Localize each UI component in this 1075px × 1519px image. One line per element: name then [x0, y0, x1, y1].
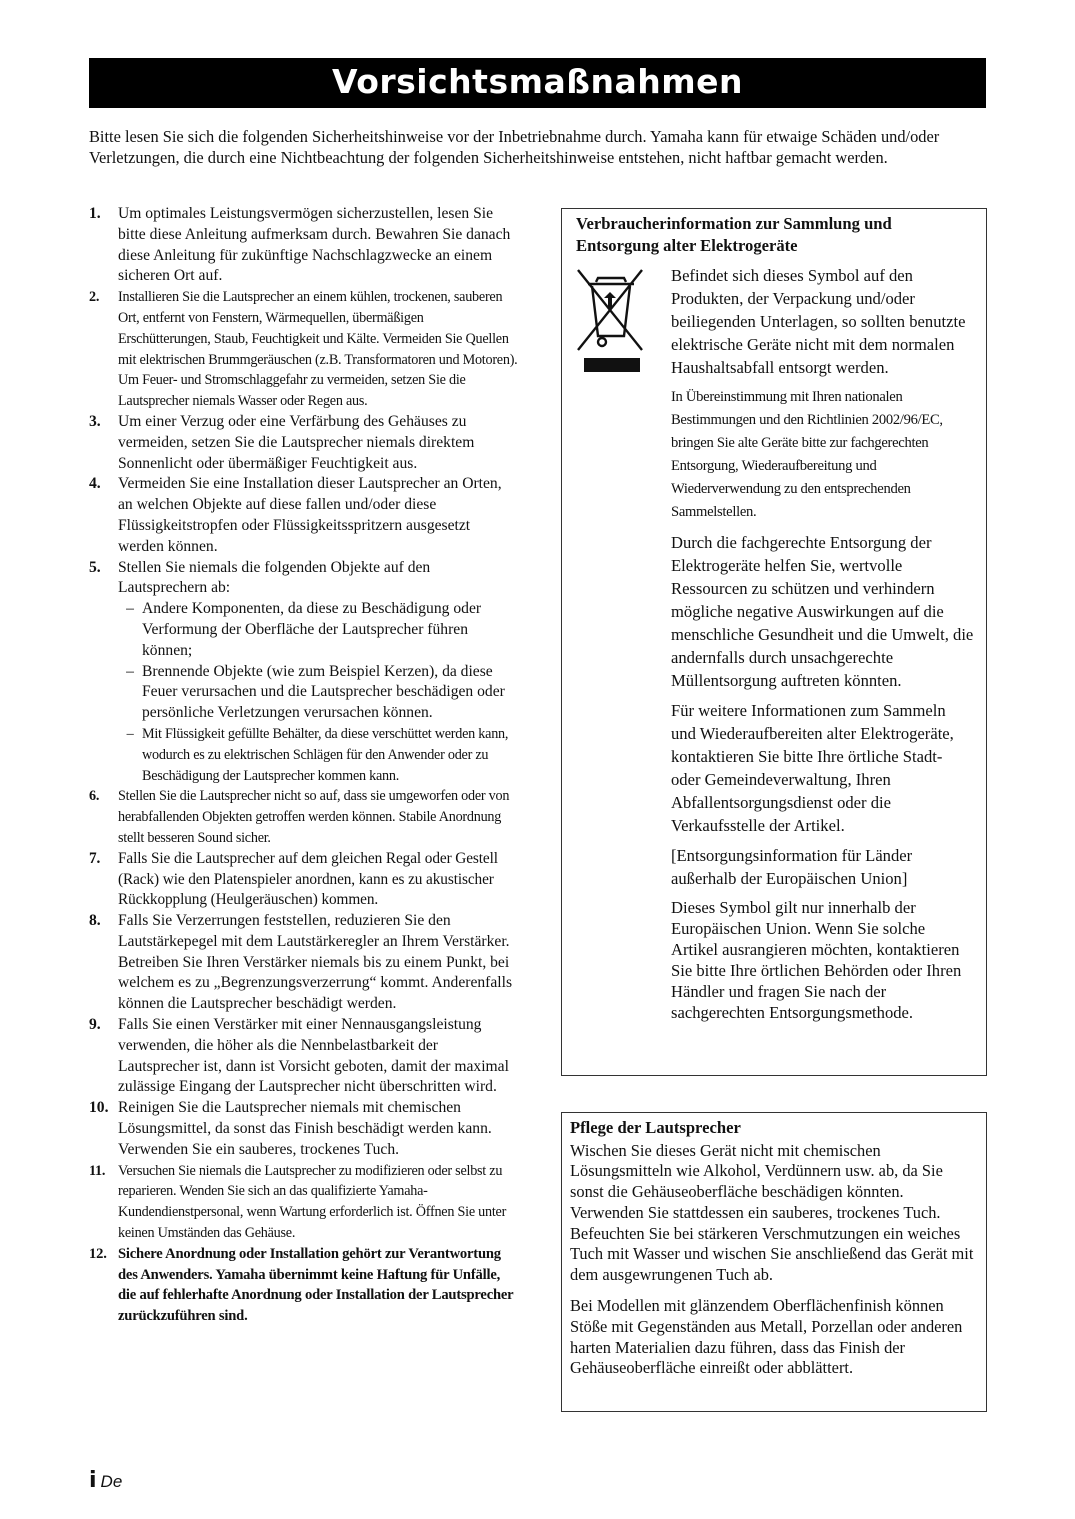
- item-number: 5.: [89, 558, 101, 576]
- item-text: Falls Sie die Lautsprecher auf dem gleichen Regal oder Gestell (Rack) wie den Platenspieler anordnen, kann es zu akustischer Rückkopplung (Heulgeräuschen) kommen.: [118, 849, 498, 909]
- list-item: [89, 1098, 519, 1160]
- item-number: 8.: [89, 912, 101, 930]
- item-text: Um einer Verzug oder eine Verfärbung des Gehäuses zu vermeiden, setzen Sie die Lautsprecher niemals direktem Sonnenlicht oder übermäßiger Feuchtigkeit aus.: [118, 412, 475, 472]
- item-number: 10.: [89, 1099, 109, 1117]
- item-number: 6.: [89, 788, 100, 805]
- list-item: [89, 786, 519, 848]
- care-heading: Pflege der Lautsprecher: [570, 1118, 741, 1137]
- item-text: Sichere Anordnung oder Installation gehört zur Verantwortung des Anwenders. Yamaha übernimmt keine Haftung für Unfälle, die auf fehlerhafte Anordnung oder Installation der Lautsprecher zurückzuführen sind.: [118, 1245, 514, 1325]
- item-text: Stellen Sie die Lautsprecher nicht so auf, dass sie umgeworfen oder von herabfallenden Objekten getroffen werden können. Stabile Anordnung stellt besseren Sound sicher.: [118, 788, 510, 846]
- item-text: Um optimales Leistungsvermögen sicherzustellen, lesen Sie bitte diese Anleitung aufmerksam durch. Bewahren Sie danach diese Anleitung für zukünftige Nachschlagzwecke an einem sicheren Ort auf.: [118, 205, 511, 285]
- list-item: [89, 1015, 519, 1098]
- item-text: Falls Sie einen Verstärker mit einer Nennausgangsleistung verwenden, die höher als die Nennbelastbarkeit der Lautsprecher ist, dann ist Vorsicht geboten, damit der maximal zulässige Eingang der Lautsprecher nicht überschritten wird.: [118, 1016, 509, 1096]
- disposal-heading: Verbraucherinformation zur Sammlung und Entsorgung alter Elektrogeräte: [576, 214, 892, 255]
- list-item: [89, 849, 519, 911]
- sub-item-text: Brennende Objekte (wie zum Beispiel Kerzen), da diese Feuer verursachen und die Lautsprecher beschädigen oder persönliche Verletzungen verursachen können.: [142, 662, 505, 722]
- item-number: 4.: [89, 475, 101, 493]
- item-text: Versuchen Sie niemals die Lautsprecher zu modifizieren oder selbst zu reparieren. Wenden Sie sich an das qualifizierte Yamaha-Kundendienstpersonal, wenn Wartung erforderlich ist. Öffnen Sie unter keinen Umständen das Gehäuse.: [118, 1162, 507, 1242]
- item-number: 1.: [89, 205, 101, 222]
- disposal-paragraph: Für weitere Informationen zum Sammeln und Wiederaufbereiten alter Elektrogeräte, kontaktieren Sie bitte Ihre örtliche Stadt- oder Gemeindeverwaltung, Ihren Abfallentsorgungsdienst oder die Verkaufsstelle der Artikel.: [671, 701, 954, 835]
- care-paragraph: Wischen Sie dieses Gerät nicht mit chemischen Lösungsmitteln wie Alkohol, Verdünnern usw. ab, da Sie sonst die Gehäuseoberfläche beschädigen könnten. Verwenden Sie stattdessen ein sauberes, trockenes Tuch. Befeuchten Sie bei stärkeren Verschmutzungen ein weiches Tuch mit Wasser und wischen Sie anschließend das Gerät mit dem ausgewrungenen Tuch ab.: [570, 1140, 974, 1285]
- precautions-list: [89, 204, 519, 1327]
- page-footer: [89, 1468, 122, 1493]
- item-number: 9.: [89, 1016, 101, 1034]
- dash-bullet: –: [126, 725, 134, 742]
- list-item: [89, 204, 519, 287]
- item-text: Reinigen Sie die Lautsprecher niemals mit chemischen Lösungsmittel, da sonst das Finish beschädigt werden kann. Verwenden Sie ein sauberes, trockenes Tuch.: [118, 1099, 492, 1158]
- disposal-paragraph: [Entsorgungsinformation für Länder außerhalb der Europäischen Union]: [671, 846, 913, 888]
- disposal-paragraph: Dieses Symbol gilt nur innerhalb der Europäischen Union. Wenn Sie solche Artikel ausrangieren möchten, kontaktieren Sie bitte Ihre örtlichen Behörden oder Ihren Händler und fragen Sie nach der sachgerechten Entsorgungsmethode.: [671, 898, 962, 1022]
- item-text: Stellen Sie niemals die folgenden Objekte auf den Lautsprechern ab:: [118, 558, 431, 597]
- item-text: Vermeiden Sie eine Installation dieser Lautsprecher an Orten, an welchen Objekte auf diese fallen und/oder diese Flüssigkeitstropfen oder Flüssigkeitsspritzern ausgesetzt werden können.: [118, 475, 502, 555]
- intro-paragraph: Bitte lesen Sie sich die folgenden Sicherheitshinweise vor der Inbetriebnahme durch. Yamaha kann für etwaige Schäden und/oder Verletzungen, die durch eine Nichtbeachtung der folgenden Sicherheitshinweise entstehen, nicht haftbar gemacht werden.: [89, 127, 940, 167]
- page-title: Vorsichtsmaßnahmen: [89, 58, 986, 108]
- crossed-out-wheelie-bin-icon: [576, 264, 671, 1030]
- item-number: 11.: [89, 1162, 106, 1179]
- care-paragraph: Bei Modellen mit glänzendem Oberflächenfinish können Stöße mit Gegenständen aus Metall, Porzellan oder anderen harten Materialien dazu führen, dass das Finish der Gehäuseoberfläche einreißt oder abblättert.: [570, 1296, 963, 1378]
- language-code: De: [100, 1472, 123, 1491]
- sub-item-text: Mit Flüssigkeit gefüllte Behälter, da diese verschüttet werden kann, wodurch es zu elektrischen Schlägen für den Anwender oder zu Beschädigung der Lautsprecher kommen kann.: [142, 725, 509, 784]
- list-item: [89, 911, 519, 1015]
- list-item: [89, 558, 519, 787]
- item-text: Installieren Sie die Lautsprecher an einem kühlen, trockenen, sauberen Ort, entfernt von Fenstern, Wärmequellen, übermäßigen Erschütterungen, Staub, Feuchtigkeit und Kälte. Vermeiden Sie Quellen mit elektrischen Brummgeräuschen (z.B. Transformatoren und Motoren). Um Feuer- und Stromschlaggefahr zu vermeiden, setzen Sie die Lautsprecher niemals Wasser oder Regen aus.: [118, 289, 518, 410]
- sub-item-text: Andere Komponenten, da diese zu Beschädigung oder Verformung der Oberfläche der Lautsprecher führen können;: [142, 600, 482, 659]
- item-number: 2.: [89, 289, 100, 306]
- list-item: [89, 1244, 519, 1327]
- item-text: Falls Sie Verzerrungen feststellen, reduzieren Sie den Lautstärkepegel mit dem Lautstärkeregler an Ihrem Verstärker. Betreiben Sie Ihren Verstärker niemals bis zu einem Punkt, bei welchem es zu „Begrenzungsverzerrung“ kommt. Anderenfalls können die Lautsprecher beschädigt werden.: [118, 912, 513, 1013]
- item-number: 3.: [89, 412, 101, 430]
- disposal-info-box: [561, 208, 987, 1076]
- item-number: 7.: [89, 849, 101, 867]
- disposal-paragraph: Durch die fachgerechte Entsorgung der Elektrogeräte helfen Sie, wertvolle Ressourcen zu schützen und verhindern mögliche negative Auswirkungen auf die menschliche Gesundheit und die Umwelt, die andernfalls durch unsachgerechte Müllentsorgung auftreten könnten.: [671, 533, 974, 690]
- sub-item: [118, 599, 519, 661]
- sub-item: [118, 724, 519, 786]
- list-item: [89, 412, 519, 474]
- list-item: [89, 1161, 519, 1244]
- list-item: [89, 287, 519, 412]
- dash-bullet: –: [126, 600, 134, 618]
- speaker-care-box: [561, 1112, 987, 1412]
- list-item: [89, 474, 519, 557]
- page-number: i: [89, 1468, 97, 1493]
- disposal-paragraph: In Übereinstimmung mit Ihren nationalen Bestimmungen und den Richtlinien 2002/96/EC, bringen Sie alte Geräte bitte zur fachgerechten Entsorgung, Wiederaufbereitung und Wiederverwendung zu den entsprechenden Sammelstellen.: [671, 389, 943, 520]
- sub-item: [118, 662, 519, 724]
- item-number: 12.: [89, 1245, 107, 1262]
- disposal-paragraph: Befindet sich dieses Symbol auf den Produkten, der Verpackung und/oder beiliegenden Unterlagen, so sollten benutzte elektrische Geräte nicht mit dem normalen Haushaltsabfall entsorgt werden.: [671, 266, 966, 377]
- dash-bullet: –: [126, 662, 134, 680]
